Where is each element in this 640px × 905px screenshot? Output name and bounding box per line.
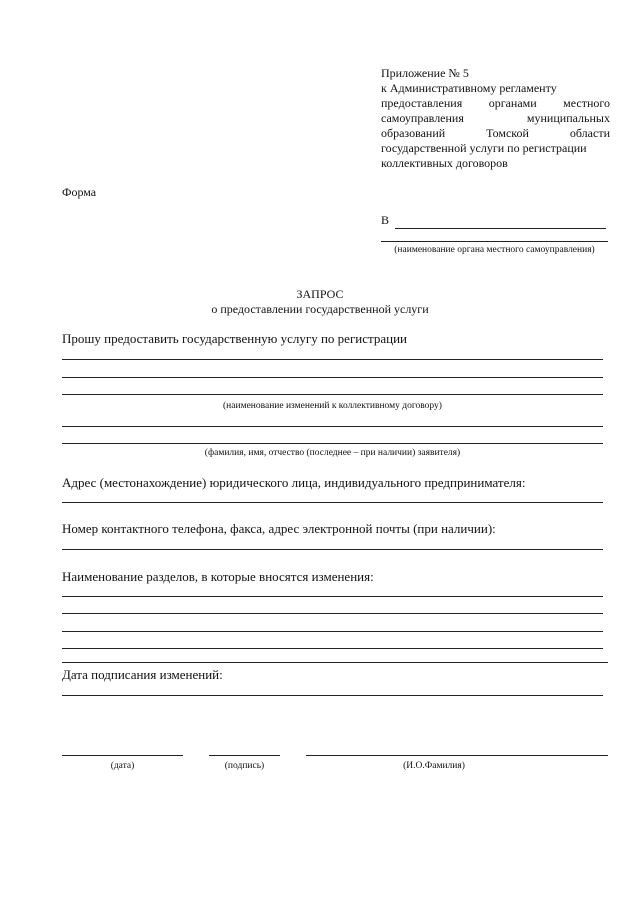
address-line[interactable] xyxy=(62,502,603,503)
appendix-header xyxy=(381,66,610,171)
sections-line-2[interactable] xyxy=(62,613,603,614)
signing-date-label: Дата подписания изменений: xyxy=(62,667,223,682)
appendix-line-7: коллективных договоров xyxy=(381,156,508,170)
applicant-line-2[interactable] xyxy=(62,443,603,444)
sections-line-4[interactable] xyxy=(62,648,603,649)
request-subtitle: о предоставлении государственной услуги xyxy=(211,302,429,316)
appendix-line-4: самоуправления муниципальных xyxy=(381,111,610,125)
date-signature-line[interactable] xyxy=(62,755,183,756)
contacts-label: Номер контактного телефона, факса, адрес электронной почты (при наличии): xyxy=(62,521,496,536)
addressee-prefix: В xyxy=(381,213,390,227)
addressee-caption: (наименование органа местного самоуправления) xyxy=(394,245,595,255)
addressee-line-1[interactable] xyxy=(395,228,606,229)
sections-label: Наименование разделов, в которые вносятся изменения: xyxy=(62,569,374,584)
applicant-caption: (фамилия, имя, отчество (последнее – при наличии) заявителя) xyxy=(204,448,461,458)
sections-line-3[interactable] xyxy=(62,631,603,632)
sign-signature-line[interactable] xyxy=(209,755,280,756)
appendix-line-6: государственной услуги по регистрации xyxy=(381,141,587,155)
contacts-line[interactable] xyxy=(62,549,603,550)
form-label: Форма xyxy=(62,185,97,199)
name-signature-line[interactable] xyxy=(306,755,608,756)
address-label: Адрес (местонахождение) юридического лица, индивидуального предпринимателя: xyxy=(62,475,526,490)
appendix-regulation: к Административному регламенту xyxy=(381,81,557,95)
name-caption: (И.О.Фамилия) xyxy=(403,761,465,771)
request-line-1[interactable] xyxy=(62,359,603,360)
request-intro: Прошу предоставить государственную услугу по регистрации xyxy=(62,331,407,346)
sections-line-1[interactable] xyxy=(62,596,603,597)
request-line-2[interactable] xyxy=(62,377,603,378)
date-caption: (дата) xyxy=(110,761,135,771)
sections-line-5[interactable] xyxy=(62,662,608,663)
request-line-3[interactable] xyxy=(62,394,603,395)
appendix-number: Приложение № 5 xyxy=(381,66,469,80)
signing-date-line[interactable] xyxy=(62,695,603,696)
appendix-line-5: образований Томской области xyxy=(381,126,610,140)
appendix-line-3: предоставления органами местного xyxy=(381,96,610,110)
sign-caption: (подпись) xyxy=(224,761,265,771)
addressee-line-2[interactable] xyxy=(381,241,608,242)
changes-caption: (наименование изменений к коллективному договору) xyxy=(223,401,442,411)
applicant-line-1[interactable] xyxy=(62,426,603,427)
request-title: ЗАПРОС xyxy=(296,287,344,301)
